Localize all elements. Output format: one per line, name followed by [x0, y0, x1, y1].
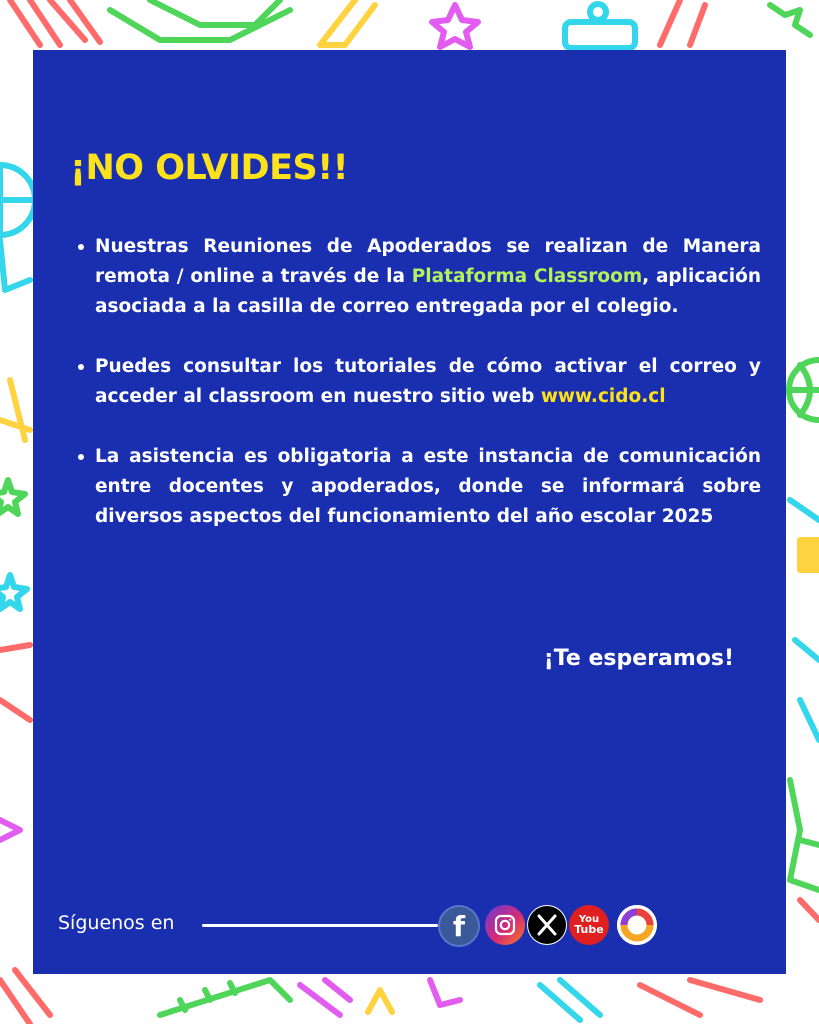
website-link[interactable]: www.cido.cl — [540, 386, 666, 407]
circle-logo-glyph — [617, 905, 657, 945]
book-doodle-top — [110, 0, 290, 40]
crayon-doodle-top — [320, 0, 375, 45]
triangle-doodle-bottom — [368, 990, 392, 1012]
list-item — [95, 352, 761, 412]
facebook-icon[interactable] — [438, 905, 480, 947]
star-doodle-bottom — [430, 980, 460, 1005]
lines-doodle-left — [0, 645, 30, 720]
bullet-text: Nuestras Reuniones de Apoderados se realizan de Manera remota / online a través de la — [95, 236, 761, 287]
announcement-panel — [33, 50, 786, 974]
lines-doodle-bottom — [300, 980, 350, 1015]
ruler-doodle-bottom — [160, 980, 290, 1015]
list-item — [95, 442, 761, 532]
bullet-text: La asistencia es obligatoria a este instancia de comunicación entre docentes y apoderados, donde se informará sobre diversos aspectos del funcionamiento del año escolar 2025 — [95, 446, 761, 527]
star-doodle-left — [0, 480, 25, 514]
follow-divider-line — [202, 924, 438, 927]
page-title: ¡NO OLVIDES!! — [70, 148, 349, 188]
bullet-text: Puedes consultar los tutoriales de cómo activar el correo y acceder al classroom en nuestro sitio web — [95, 356, 761, 407]
shape-doodle-right — [790, 500, 819, 740]
globe-doodle-right — [789, 360, 819, 420]
classroom-platform-highlight: Plataforma Classroom — [411, 266, 643, 287]
clip-doodle-top — [565, 4, 635, 48]
ruler-doodle-left — [0, 380, 30, 440]
star-doodle-left-2 — [0, 575, 27, 609]
youtube-label-bottom: Tube — [574, 923, 604, 936]
star-doodle-top — [432, 5, 478, 47]
list-item — [95, 232, 761, 322]
instagram-icon[interactable] — [485, 905, 525, 945]
star-doodle-top-right — [770, 5, 810, 35]
shape-doodle-bottom-right — [640, 980, 760, 1015]
follow-us-label: Síguenos en — [58, 912, 175, 934]
closing-message: ¡Te esperamos! — [543, 646, 734, 671]
square-doodle-right — [800, 540, 819, 570]
info-list — [95, 232, 761, 562]
instagram-glyph — [493, 913, 517, 937]
facebook-glyph: f — [452, 909, 466, 943]
x-icon[interactable] — [527, 905, 567, 945]
globe-doodle-left — [0, 165, 35, 290]
bullet-text: , aplicación asociada a la casilla de correo entregada por el colegio. — [95, 266, 761, 317]
pencil-doodle-left-bottom — [0, 970, 50, 1024]
youtube-icon[interactable] — [569, 905, 609, 945]
pencil-doodle-top-right — [660, 0, 705, 45]
pencil-doodle-top-left — [10, 0, 100, 45]
pencil-doodle-bottom — [540, 980, 600, 1020]
bottle-doodle-right — [790, 780, 819, 890]
triangle-doodle-left — [0, 820, 20, 840]
circle-logo-icon[interactable] — [617, 905, 657, 945]
youtube-label-top: You — [578, 914, 600, 925]
pen-doodle-right — [800, 900, 819, 920]
x-glyph — [527, 905, 567, 945]
